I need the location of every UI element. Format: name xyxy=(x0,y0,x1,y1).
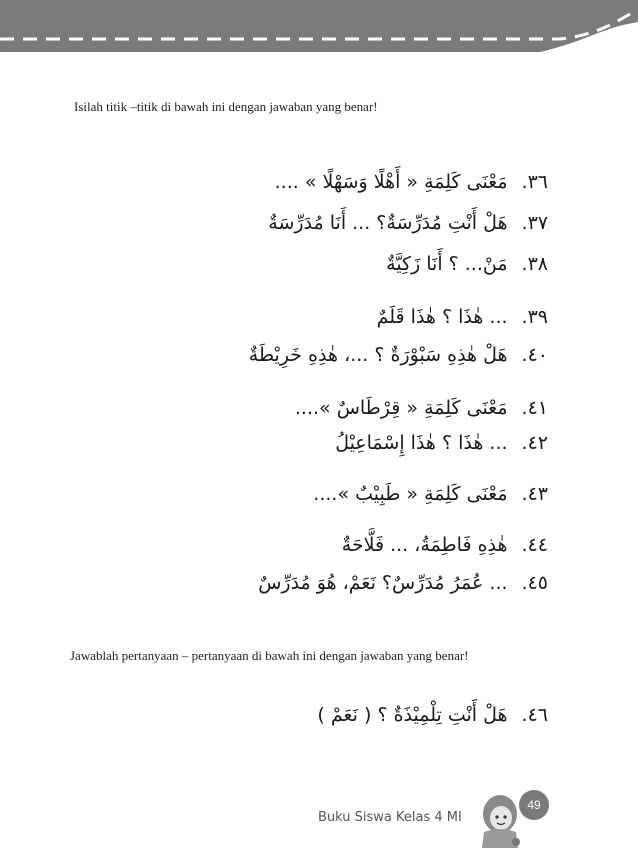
exercise-item-46 xyxy=(60,703,548,727)
item-number: ٣٨. xyxy=(521,253,548,275)
item-number: ٤٦. xyxy=(521,704,548,726)
item-number: ٣٩. xyxy=(521,306,548,328)
exercise-item-37 xyxy=(60,211,548,235)
item-text: مَعْنَى كَلِمَةِ « أَهْلًا وَسَهْلًا » .... xyxy=(274,171,508,193)
item-number: ٤٢. xyxy=(521,432,548,454)
item-text: هٰذِهِ فَاطِمَةُ، ... فَلَّاحَةٌ xyxy=(341,534,508,556)
page-number-badge: 49 xyxy=(519,790,549,820)
exercise-item-44 xyxy=(60,533,548,557)
item-number: ٤٥. xyxy=(521,572,548,594)
exercise-item-38 xyxy=(60,252,548,276)
exercise-item-42 xyxy=(60,431,548,455)
item-text: ... هٰذَا ؟ هٰذَا قَلَمٌ xyxy=(376,306,508,328)
book-title: Buku Siswa Kelas 4 MI xyxy=(318,810,462,825)
exercise-item-41 xyxy=(60,396,548,420)
item-number: ٤٤. xyxy=(521,534,548,556)
item-text: هَلْ أَنْتِ مُدَرِّسَةٌ؟ ... أَنَا مُدَرِّسَةٌ xyxy=(268,212,508,234)
exercise-item-40 xyxy=(60,343,548,367)
item-text: مَنْ... ؟ أَنَا زَكِيَّةٌ xyxy=(386,253,508,275)
item-text: هَلْ هٰذِهِ سَبْوْرَةٌ ؟ ...، هٰذِهِ خَرِيْطَةٌ xyxy=(248,344,508,366)
instruction-answer-questions: Jawablah pertanyaan – pertanyaan di bawah ini dengan jawaban yang benar! xyxy=(70,648,469,663)
item-text: ... هٰذَا ؟ هٰذَا إِسْمَاعِيْلُ xyxy=(335,432,508,454)
item-text: مَعْنَى كَلِمَةِ « طَبِيْبٌ ».... xyxy=(313,483,508,505)
header-band xyxy=(0,0,638,80)
item-text: مَعْنَى كَلِمَةِ « قِرْطَاسٌ ».... xyxy=(294,397,508,419)
item-number: ٤١. xyxy=(521,397,548,419)
exercise-item-39 xyxy=(60,305,548,329)
item-number: ٤٣. xyxy=(521,483,548,505)
instruction-fill-blanks: Isilah titik –titik di bawah ini dengan jawaban yang benar! xyxy=(74,99,378,114)
item-number: ٤٠. xyxy=(521,344,548,366)
exercise-item-45 xyxy=(60,571,548,595)
item-number: ٣٧. xyxy=(521,212,548,234)
item-text: هَلْ أَنْتِ تِلْمِيْذَةٌ ؟ ( نَعَمْ ) xyxy=(317,704,508,726)
item-number: ٣٦. xyxy=(521,171,548,193)
item-text: ... عُمَرُ مُدَرِّسٌ؟ نَعَمْ، هُوَ مُدَرِّسٌ xyxy=(258,572,508,594)
exercise-item-36 xyxy=(60,170,548,194)
exercise-item-43 xyxy=(60,482,548,506)
